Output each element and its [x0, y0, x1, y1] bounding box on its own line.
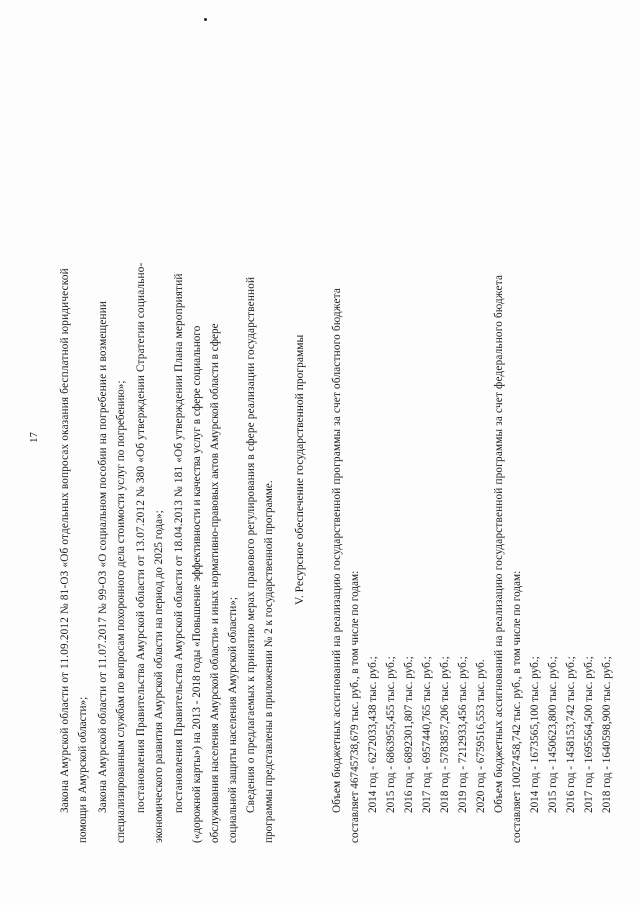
federal-budget-year-2018: 2018 год - 1640598,900 тыс. руб.;: [601, 656, 613, 813]
regional-budget-year-2019: 2019 год - 7212933,456 тыс. руб.;: [457, 656, 469, 813]
regional-budget-year-2014: 2014 год - 6272033,438 тыс. руб.;: [367, 656, 379, 813]
regional-budget-intro-line-2: составляет 46745738,679 тыс. руб., в том числе по годам:: [349, 570, 361, 843]
paragraph-2-line-1: Закона Амурской области от 11.07.2017 № 99-ОЗ «О социальном пособии на погребение и возмещении: [97, 300, 109, 813]
regional-budget-year-2015: 2015 год - 6863955,455 тыс. руб.;: [385, 656, 397, 813]
federal-budget-intro-line-2: составляет 10027458,742 тыс. руб., в том числе по годам:: [511, 570, 523, 843]
federal-budget-year-2016: 2016 год - 1458153,742 тыс. руб.;: [565, 656, 577, 813]
paragraph-3-line-1: постановления Правительства Амурской области от 13.07.2012 № 380 «Об утверждении Стратегии социально-: [135, 262, 147, 813]
paragraph-4-line-4: социальной защиты населения Амурской области»;: [227, 597, 239, 843]
paragraph-3-line-2: экономического развития Амурской области на период до 2025 года»;: [153, 510, 165, 843]
federal-budget-year-2014: 2014 год - 1673565,100 тыс. руб.;: [529, 656, 541, 813]
paragraph-4-line-3: обслуживания населения Амурской области» и иных нормативно-правовых актов Амурской области в сфере: [209, 323, 221, 843]
federal-budget-year-2015: 2015 год - 1450623,800 тыс. руб.;: [547, 656, 559, 813]
regional-budget-year-2020: 2020 год - 6759516,553 тыс. руб.: [475, 659, 487, 813]
regional-budget-year-2017: 2017 год - 6957440,765 тыс. руб.;: [421, 656, 433, 813]
paragraph-2-line-2: специализированным службам по вопросам похоронного дела стоимости услуг по погребению»;: [115, 380, 127, 843]
regional-budget-year-2018: 2018 год - 5783857,206 тыс. руб.;: [439, 656, 451, 813]
federal-budget-intro-line-1: Объем бюджетных ассигнований на реализацию государственной программы за счет федерального бюджета: [493, 274, 505, 813]
paragraph-4-line-1: постановления Правительства Амурской области от 18.04.2013 № 181 «Об утверждении Плана мероприятий: [173, 273, 185, 813]
page-number: 17: [28, 432, 40, 443]
regional-budget-intro-line-1: Объем бюджетных ассигнований на реализацию государственной программы за счет областного бюджета: [331, 287, 343, 813]
paragraph-5-line-2: программы представлены в приложении № 2 к государственной программе.: [263, 480, 275, 843]
federal-budget-year-2017: 2017 год - 1695564,500 тыс. руб.;: [583, 656, 595, 813]
section-heading: V. Ресурсное обеспечение государственной программы: [294, 334, 306, 605]
paragraph-1-line-2: помощи в Амурской области»;: [77, 696, 89, 843]
regional-budget-year-2016: 2016 год - 6892301,807 тыс. руб.;: [403, 656, 415, 813]
paragraph-1-line-1: Закона Амурской области от 11.09.2012 № 81-ОЗ «Об отдельных вопросах оказания бесплатной юридической: [59, 268, 71, 813]
paragraph-4-line-2: («дорожной карты») на 2013 - 2018 годы «Повышение эффективности и качества услуг в сфере социального: [191, 325, 203, 843]
paragraph-5-line-1: Сведения о предлагаемых к принятию мерах правового регулирования в сфере реализации государственной: [245, 276, 257, 813]
